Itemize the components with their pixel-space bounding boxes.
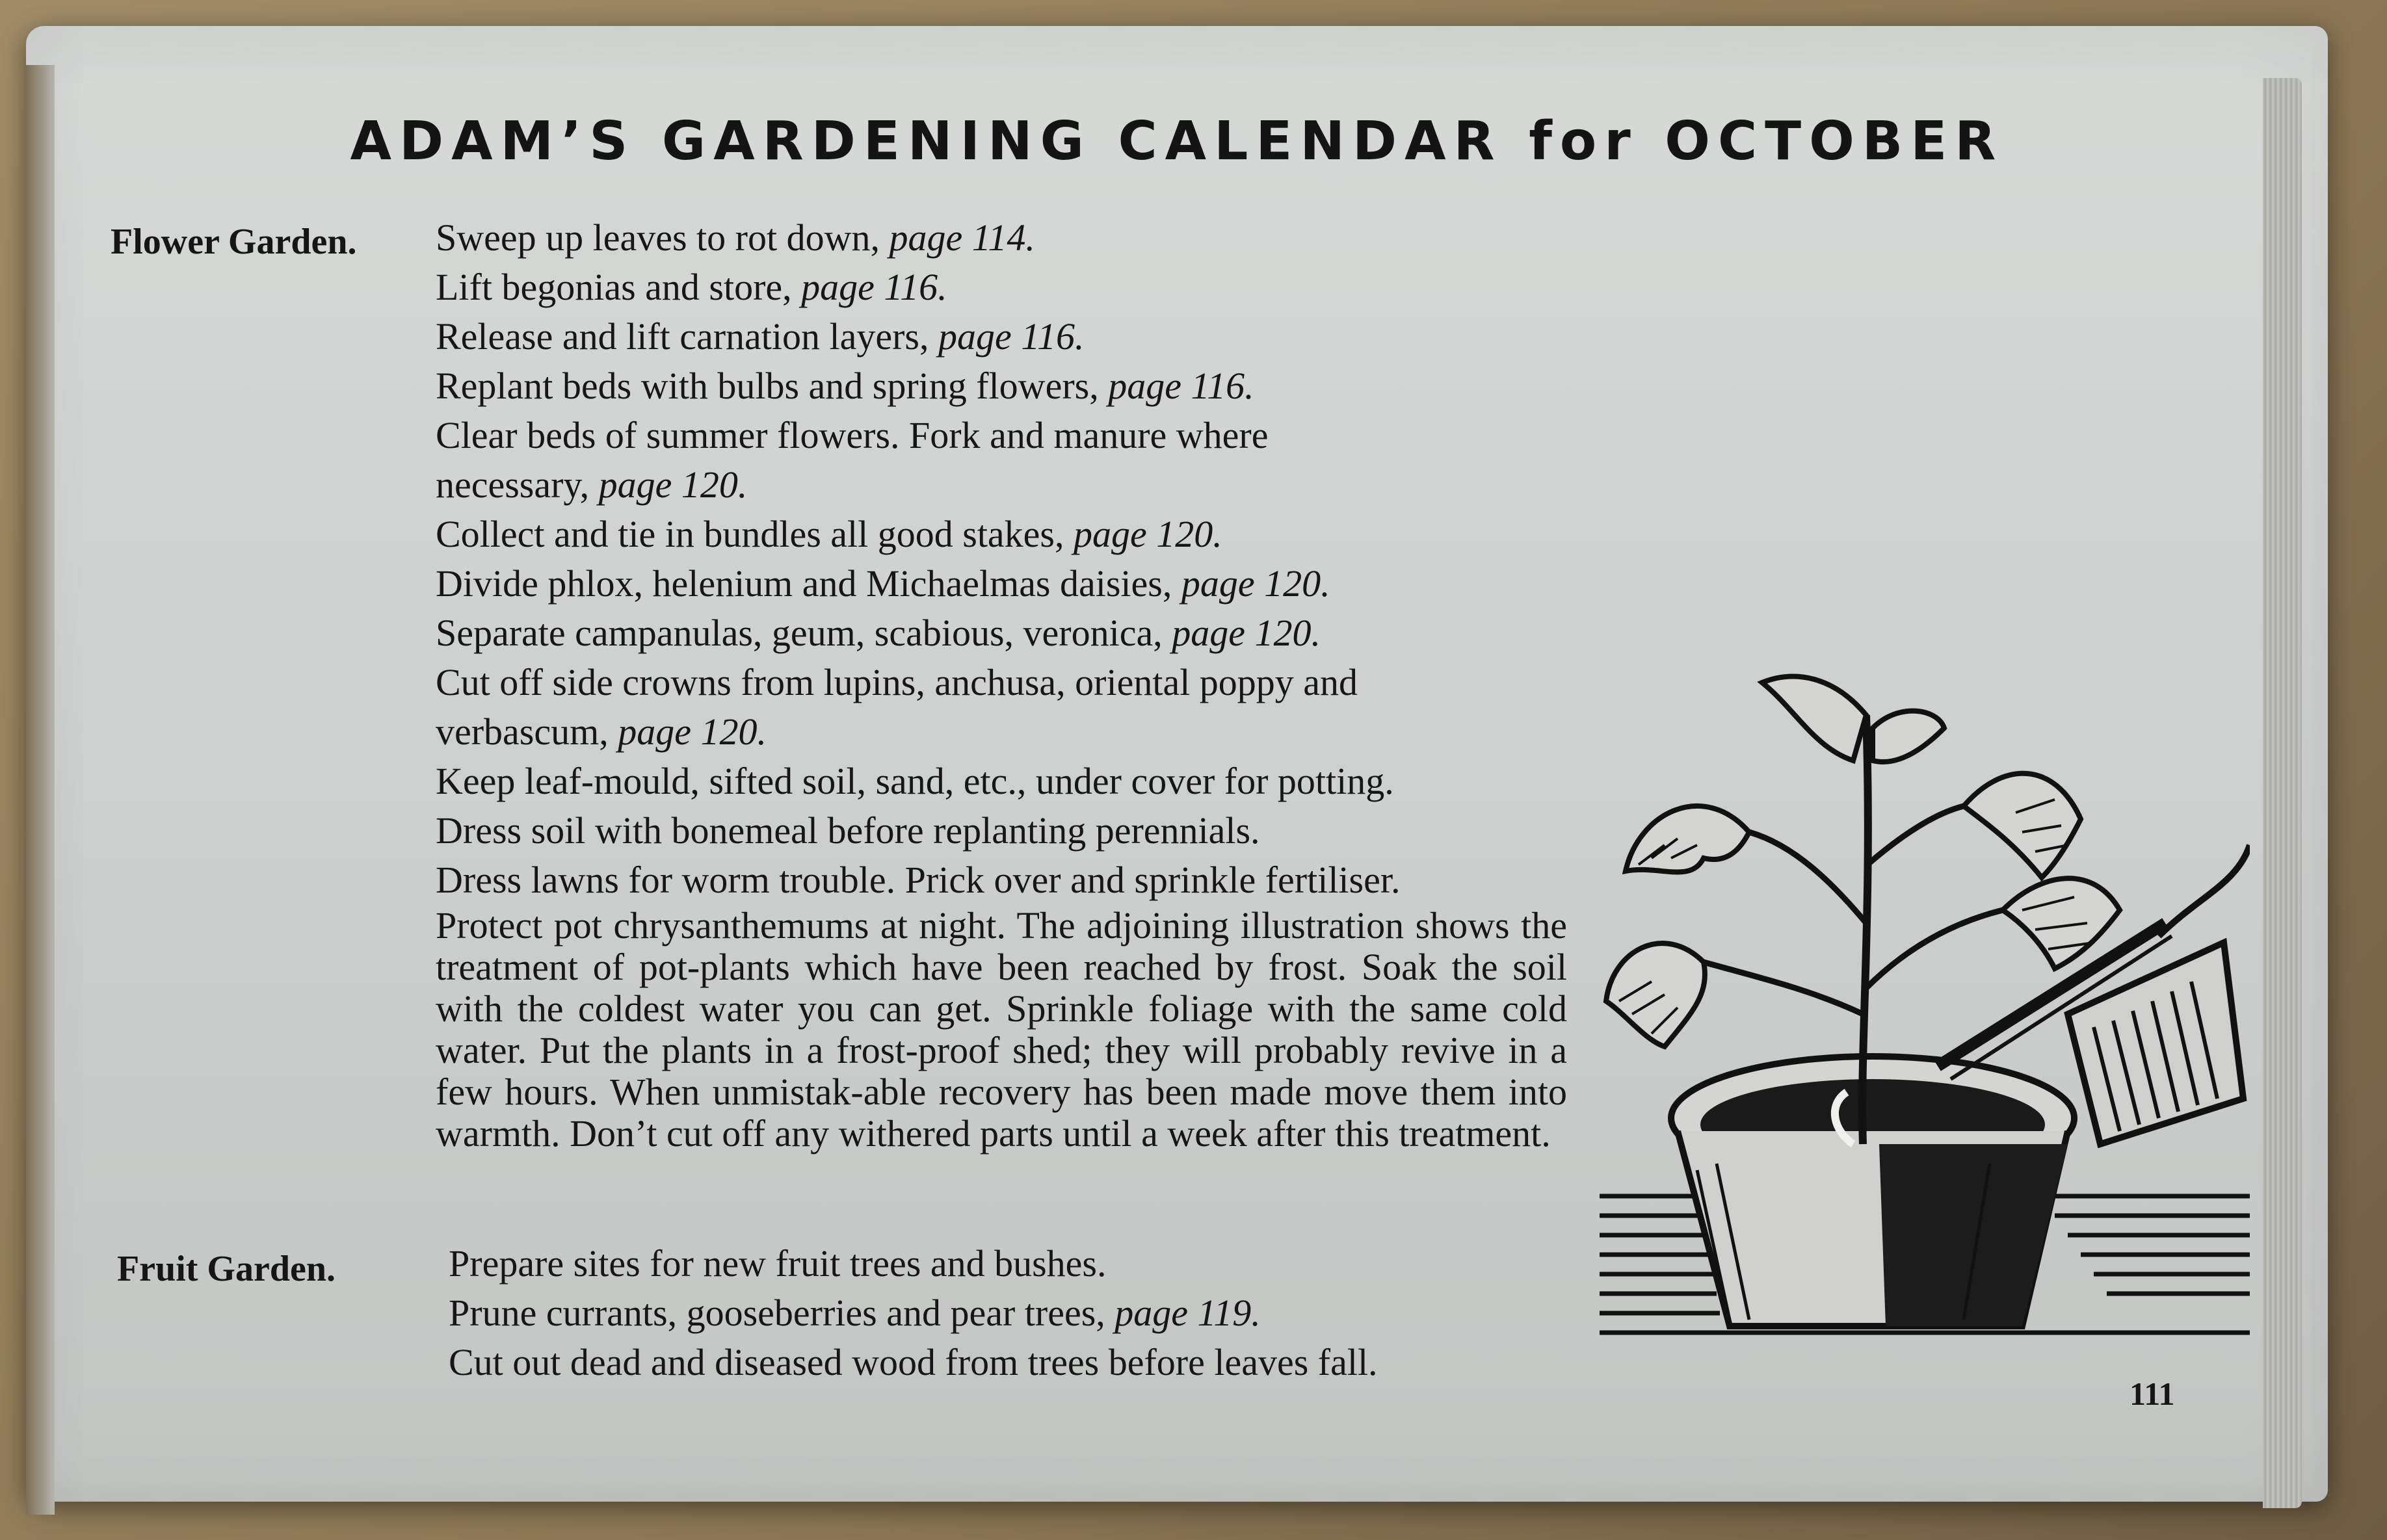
list-item: necessary, page 120. [436, 463, 748, 506]
flower-garden-label: Flower Garden. [111, 222, 357, 262]
fruit-garden-label: Fruit Garden. [117, 1249, 336, 1289]
page-number: 111 [2130, 1376, 2175, 1412]
list-item: Dress lawns for worm trouble. Prick over and sprinkle fertiliser. [436, 859, 1401, 901]
list-item: Sweep up leaves to rot down, page 114. [436, 216, 1035, 259]
list-item: Divide phlox, helenium and Michaelmas daisies, page 120. [436, 562, 1330, 605]
list-item: Prepare sites for new fruit trees and bushes. [449, 1242, 1107, 1285]
list-item: Cut out dead and diseased wood from trees before leaves fall. [449, 1341, 1378, 1383]
list-item: Clear beds of summer flowers. Fork and manure where [436, 414, 1269, 456]
list-item: Release and lift carnation layers, page 116. [436, 315, 1085, 358]
list-item: Lift begonias and store, page 116. [436, 266, 947, 308]
list-item: Keep leaf-mould, sifted soil, sand, etc., under cover for potting. [436, 760, 1394, 802]
book-page [26, 26, 2328, 1502]
potted-plant-watering-can-illustration [1600, 650, 2250, 1352]
list-item: verbascum, page 120. [436, 711, 767, 753]
flower-garden-list [436, 213, 1567, 1155]
book-spine-edge [26, 65, 55, 1515]
page-stack-edge [2263, 78, 2302, 1508]
fruit-garden-list [449, 1239, 1378, 1387]
list-item: Cut off side crowns from lupins, anchusa, oriental poppy and [436, 661, 1358, 703]
list-item: Prune currants, gooseberries and pear trees, page 119. [449, 1292, 1261, 1334]
list-item: Separate campanulas, geum, scabious, veronica, page 120. [436, 612, 1321, 654]
list-item: Dress soil with bonemeal before replanting perennials. [436, 809, 1260, 852]
list-item: Replant beds with bulbs and spring flowers, page 116. [436, 365, 1254, 407]
frost-treatment-paragraph: Protect pot chrysanthemums at night. The adjoining illustration shows the treatment of pot-plants which have been reached by frost. Soak the soil with the coldest water you can get. Sprinkle foliage with the same cold water. Put the plants in a frost-proof shed; they will probably revive in a few hours. When unmistak-able recovery has been made move them into warmth. Don’t cut off any withered parts until a week after this treatment. [436, 904, 1567, 1155]
page-title: ADAM’S GARDENING CALENDAR for OCTOBER [350, 111, 2004, 172]
list-item: Collect and tie in bundles all good stakes, page 120. [436, 513, 1222, 555]
